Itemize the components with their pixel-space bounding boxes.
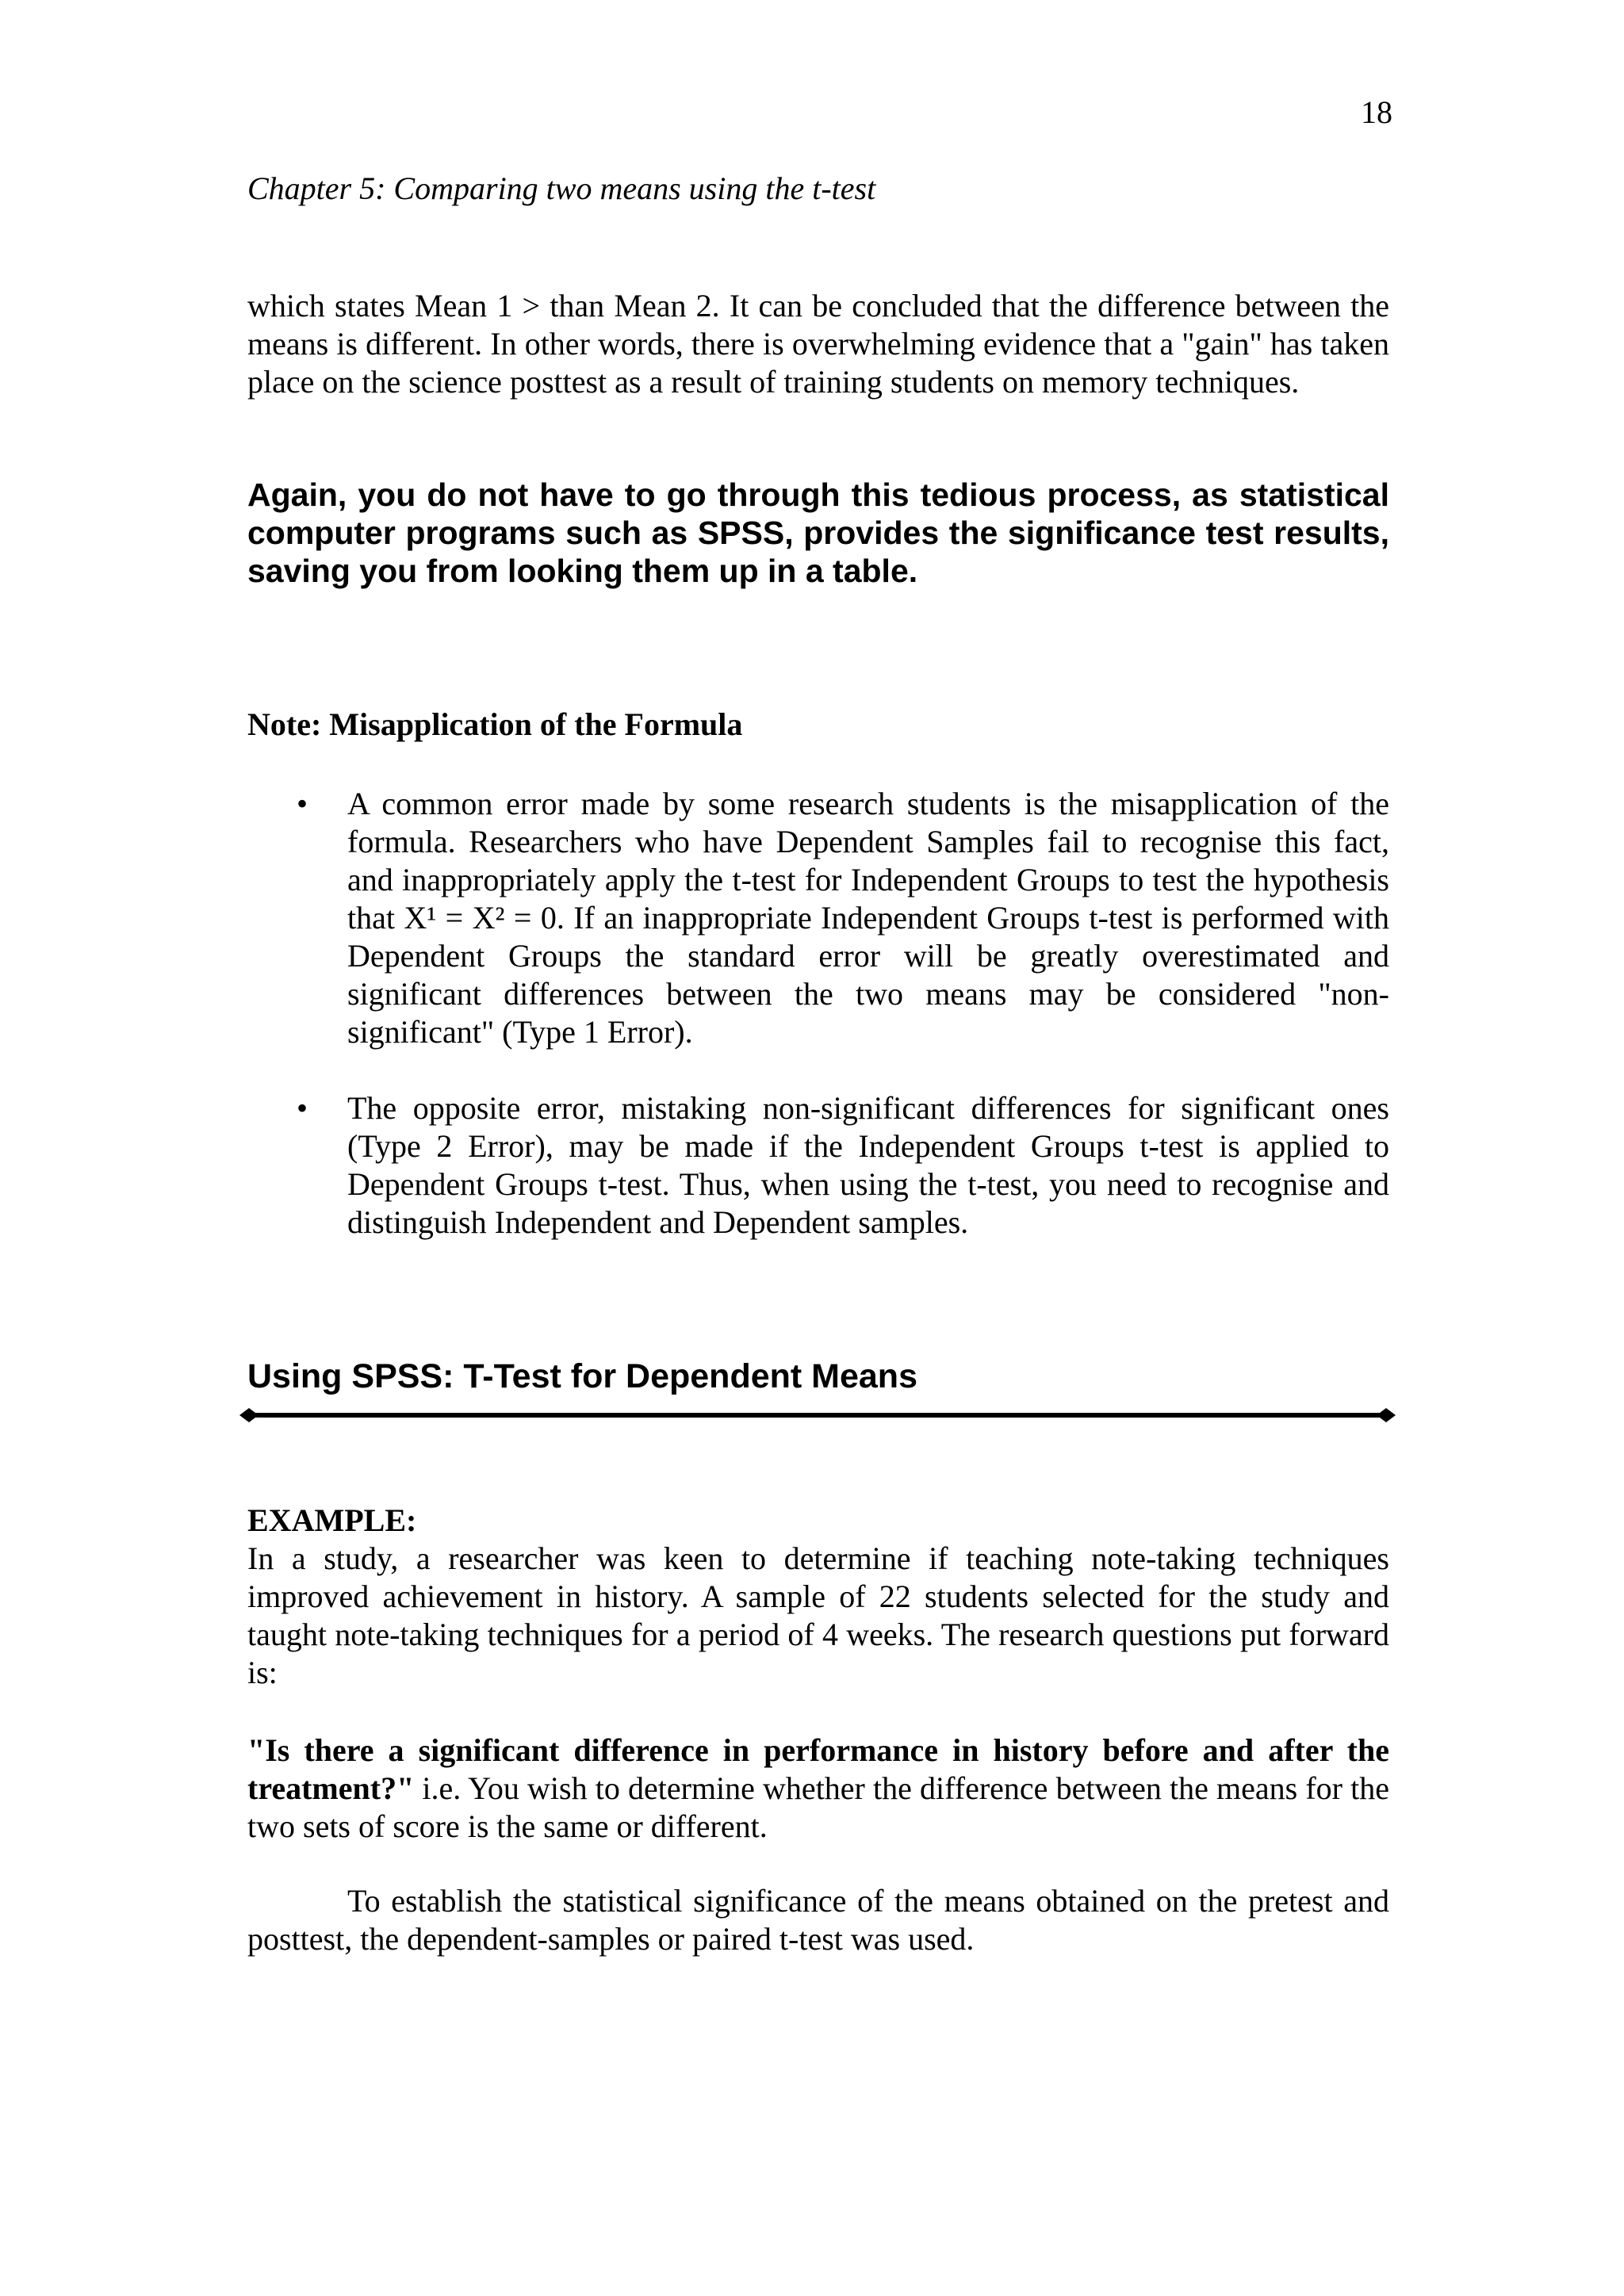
example-heading: EXAMPLE:: [247, 1502, 417, 1538]
section-heading: Using SPSS: T-Test for Dependent Means: [247, 1357, 917, 1395]
research-question: [247, 1732, 1389, 1846]
paragraph-conclusion: which states Mean 1 > than Mean 2. It can be concluded that the difference between the means is different. In other words, there is overwhelming evidence that a "gain" has taken place on the science posttest as a result of training students on memory techniques.: [247, 288, 1389, 400]
bullet-item: [247, 1089, 1389, 1242]
research-question-rest: i.e. You wish to determine whether the difference between the means for the two sets of score is the same or different.: [247, 1770, 1389, 1844]
page-number: 18: [1361, 94, 1392, 130]
bullet-text: The opposite error, mistaking non-significant differences for significant ones (Type 2 Error), may be made if the Independent Groups t-test is applied to Dependent Groups t-test. Thus, when using the t-test, you need to recognise and distinguish Independent and Dependent samples.: [347, 1090, 1389, 1240]
bullet-item: [247, 785, 1389, 1051]
bullet-icon: •: [297, 1090, 308, 1126]
note-heading: Note: Misapplication of the Formula: [247, 706, 743, 742]
final-paragraph: To establish the statistical significance of the means obtained on the pretest and posttest, the dependent-samples or paired t-test was used.: [247, 1883, 1389, 1957]
research-question-bold: "Is there a significant difference in performance in history before and after the treatment?": [247, 1732, 1389, 1806]
chapter-header: Chapter 5: Comparing two means using the t-test: [247, 170, 876, 206]
example-text: In a study, a researcher was keen to determine if teaching note-taking techniques improved achievement in history. A sample of 22 students selected for the study and taught note-taking techniques for a period of 4 weeks. The research questions put forward is:: [247, 1540, 1389, 1690]
paragraph-spss-note: Again, you do not have to go through this tedious process, as statistical computer programs such as SPSS, provides the significance test results, saving you from looking them up in a table.: [247, 476, 1389, 589]
bullet-icon: •: [297, 786, 308, 821]
section-divider: [238, 1405, 1397, 1425]
bullet-text: A common error made by some research students is the misapplication of the formula. Researchers who have Dependent Samples fail to recognise this fact, and inappropriately apply the t-test for Independent Groups to test the hypothesis that X¹ = X² = 0. If an inappropriate Independent Groups t-test is performed with Dependent Groups the standard error will be greatly overestimated and significant differences between the two means may be considered "non-significant" (Type 1 Error).: [347, 786, 1389, 1050]
